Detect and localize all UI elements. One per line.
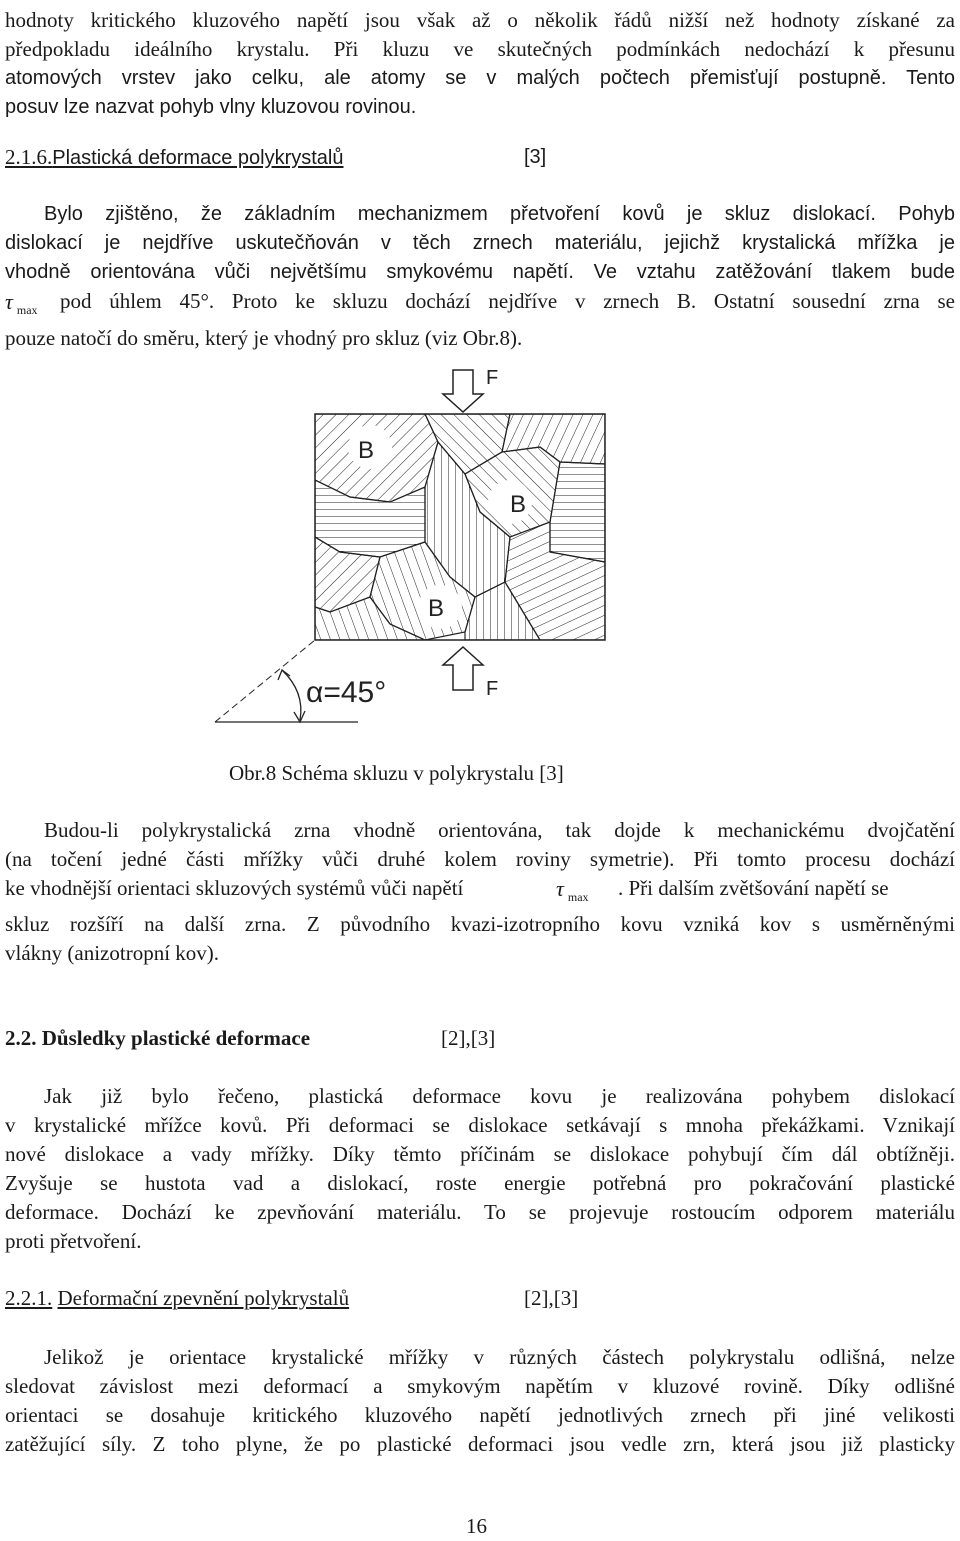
grain-label-b: B: [428, 595, 445, 622]
text-line: Zvyšuje se hustota vad a dislokací, roste energie potřebná pro pokračování plastické: [5, 1171, 955, 1195]
section-title: Důsledky plastické deformace: [41, 1026, 311, 1050]
text-line: pouze natočí do směru, který je vhodný pro skluz (viz Obr.8).: [5, 326, 523, 350]
section-number: 2.2.: [5, 1026, 37, 1050]
text-line: atomových vrstev jako celku, ale atomy se v malých počtech přemisťují postupně. Tento: [5, 67, 955, 89]
text-line: předpokladu ideálního krystalu. Při kluzu ve skutečných podmínkách nedochází k přesunu: [5, 37, 955, 61]
text-line: proti přetvoření.: [5, 1229, 142, 1253]
slip-plane-line: [215, 640, 315, 722]
text-line: v krystalické mřížce kovů. Při deformaci se dislokace setkávají s mnoha překážkami. Vznikají: [5, 1113, 955, 1137]
force-arrow-bottom: [443, 647, 483, 690]
text-line: posuv lze nazvat pohyb vlny kluzovou rovinou.: [5, 96, 417, 118]
text-line: . Při dalším zvětšování napětí se: [618, 876, 889, 900]
section-reference: [2],[3]: [524, 1286, 579, 1310]
text-line: orientaci se dosahuje kritického kluzového napětí jednotlivých zrnech při jiné velikosti: [5, 1403, 955, 1427]
text-line: (na točení jedné části mřížky vůči druhé kolem roviny symetrie). Při tomto procesu dochází: [5, 847, 955, 871]
tau-symbol: τ: [5, 289, 13, 314]
text-line: pod úhlem 45°. Proto ke skluzu dochází nejdříve v zrnech B. Ostatní sousední zrna se: [60, 289, 955, 313]
angle-arrow-icon: [278, 670, 290, 680]
tau-subscript: max: [16, 303, 38, 317]
angle-arc: [282, 670, 301, 720]
text-line: nové dislokace a vady mřížky. Díky těmto příčinám se dislokace pohybují čím dál obtížněji.: [5, 1142, 955, 1166]
section-heading-2-2: [5, 1024, 310, 1053]
text-span: Bylo zjištěno, že základním mechanizmem přetvoření kovů je skluz dislokací. Pohyb: [44, 203, 955, 225]
section-title: Deformační zpevnění polykrystalů: [57, 1286, 350, 1310]
force-label-top: F: [486, 367, 499, 389]
tau-max-symbol: [5, 287, 38, 320]
angle-label: α=45°: [306, 676, 387, 709]
text-line: skluz rozšíří na další zrna. Z původního kvazi-izotropního kovu vzniká kov s usměrněnými: [5, 912, 955, 936]
text-line: deformace. Dochází ke zpevňování materiálu. To se projevuje rostoucím odporem materiálu: [5, 1200, 955, 1224]
text-line: ke vhodnější orientaci skluzových systémů vůči napětí: [5, 876, 464, 900]
page-number: 16: [466, 1514, 487, 1538]
section-number: 2.1.6.: [5, 145, 53, 169]
grain-label-b: B: [510, 491, 527, 518]
text-line: zatěžující síly. Z toho plyne, že po plastické deformaci jsou vedle zrn, která jsou již plasticky: [5, 1432, 955, 1456]
section-reference: [3]: [524, 146, 547, 168]
force-label-bottom: F: [486, 678, 499, 700]
text-line: vlákny (anizotropní kov).: [5, 941, 220, 965]
angle-arrow-icon: [294, 711, 305, 722]
tau-symbol: τ: [556, 876, 564, 901]
text-line: Budou-li polykrystalická zrna vhodně orientována, tak dojde k mechanickému dvojčatění: [44, 818, 955, 842]
text-line: sledovat závislost mezi deformací a smykovým napětím v kluzové rovině. Díky odlišné: [5, 1374, 955, 1398]
tau-max-symbol: [556, 874, 589, 907]
polycrystal-slip-figure: [210, 362, 620, 732]
tau-subscript: max: [567, 890, 589, 904]
section-heading-2-2-1: [5, 1284, 349, 1313]
text-line: Jak již bylo řečeno, plastická deformace kovu je realizována pohybem dislokací: [44, 1084, 955, 1108]
grain-label-b: B: [358, 437, 375, 464]
force-arrow-top: [443, 370, 483, 412]
figure-caption: Obr.8 Schéma skluzu v polykrystalu [3]: [229, 761, 564, 785]
text-line: vhodně orientována vůči největšímu smykovému napětí. Ve vztahu zatěžování tlakem bude: [5, 261, 955, 283]
section-number: 2.2.1.: [5, 1286, 53, 1310]
text-line: Jelikož je orientace krystalické mřížky v různých částech polykrystalu odlišná, nelze: [44, 1345, 955, 1369]
section-heading-2-1-6: [5, 143, 343, 173]
section-reference: [2],[3]: [441, 1026, 496, 1050]
section-title: Plastická deformace polykrystalů: [52, 147, 344, 169]
text-line: dislokací je nejdříve uskutečňován v těch zrnech materiálu, jejichž krystalická mřížka je: [5, 232, 955, 254]
text-line: [44, 200, 955, 229]
text-line: hodnoty kritického kluzového napětí jsou však až o několik řádů nižší než hodnoty získané za: [5, 8, 955, 32]
